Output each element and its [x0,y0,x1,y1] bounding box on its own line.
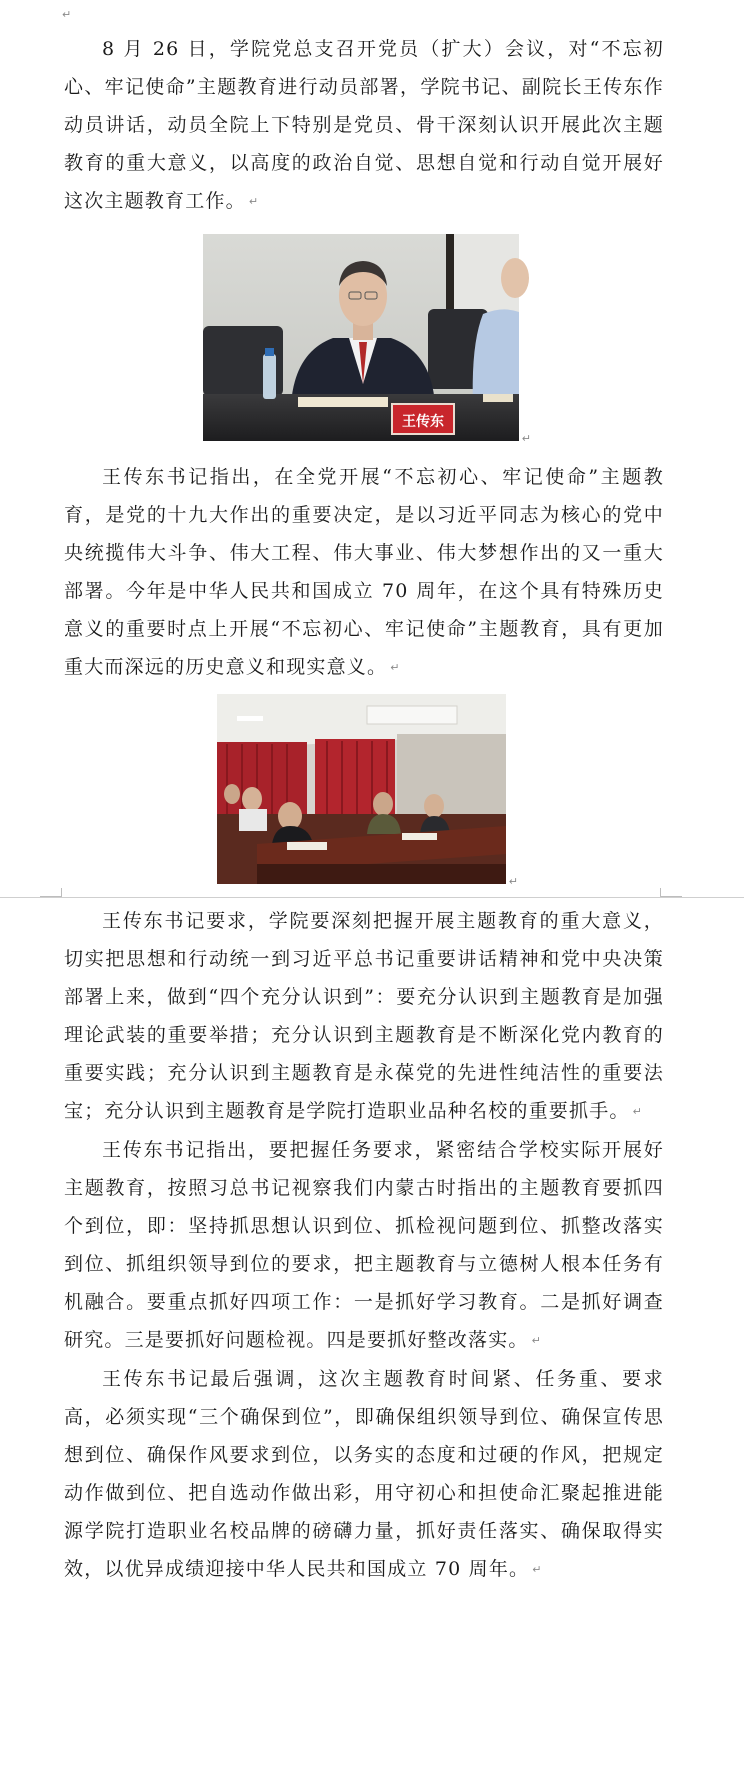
paragraph-2 [64,458,664,687]
nameplate-text: 王传东 [402,414,444,430]
meeting-room-photo-image [217,694,506,884]
paragraph-mark: ↵ [521,432,531,445]
paragraph-mark: ↵ [532,1563,542,1576]
paragraph-mark: ↵ [632,1105,642,1118]
page-break-line [0,897,744,898]
body-text-block-1 [64,30,664,221]
paragraph-3 [64,902,664,1131]
paragraph-5-text: 王传东书记最后强调，这次主题教育时间紧、任务重、要求高，必须实现“三个确保到位”，即确保组织领导到位、确保宣传思想到位、确保作风要求到位，以务实的态度和过硬的作风，把规定动作做到位、把自选动作做出彩，用守初心和担使命汇聚起推进能源学院打造职业名校品牌的磅礴力量，抓好责任落实、确保取得实效，以优异成绩迎接中华人民共和国成立 70 周年。 [64,1368,664,1580]
meeting-room-photo [217,694,518,888]
page-break-left-marker [40,888,62,897]
paragraph-mark: ↵ [531,1334,541,1347]
paragraph-4 [64,1131,664,1360]
paragraph-mark: ↵ [62,8,72,21]
speaker-photo-image [203,234,519,441]
paragraph-2-text: 王传东书记指出，在全党开展“不忘初心、牢记使命”主题教育，是党的十九大作出的重要决定，是以习近平同志为核心的党中央统揽伟大斗争、伟大工程、伟大事业、伟大梦想作出的又一重大部署。今年是中华人民共和国成立 70 周年，在这个具有特殊历史意义的重要时点上开展“不忘初心、牢记使命”主题教育，具有更加重大而深远的历史意义和现实意义。 [64,466,664,678]
body-text-block-3 [64,902,664,1589]
paragraph-3-text: 王传东书记要求，学院要深刻把握开展主题教育的重大意义，切实把思想和行动统一到习近平总书记重要讲话精神和党中央决策部署上来，做到“四个充分认识到”：要充分认识到主题教育是加强理论武装的重要举措；充分认识到主题教育是不断深化党内教育的重要实践；充分认识到主题教育是永葆党的先进性纯洁性的重要法宝；充分认识到主题教育是学院打造职业品种名校的重要抓手。 [64,910,664,1122]
paragraph-4-text: 王传东书记指出，要把握任务要求，紧密结合学校实际开展好主题教育，按照习总书记视察我们内蒙古时指出的主题教育要抓四个到位，即：坚持抓思想认识到位、抓检视问题到位、抓整改落实到位、抓组织领导到位的要求，把主题教育与立德树人根本任务有机融合。要重点抓好四项工作：一是抓好学习教育。二是抓好调查研究。三是要抓好问题检视。四是要抓好整改落实。 [64,1139,664,1351]
paragraph-1-text: 8 月 26 日，学院党总支召开党员（扩大）会议，对“不忘初心、牢记使命”主题教育进行动员部署，学院书记、副院长王传东作动员讲话，动员全院上下特别是党员、骨干深刻认识开展此次主题教育的重大意义，以高度的政治自觉、思想自觉和行动自觉开展好这次主题教育工作。 [64,38,664,212]
paragraph-mark: ↵ [390,661,400,674]
paragraph-1 [64,30,664,221]
paragraph-mark: ↵ [248,195,259,208]
body-text-block-2 [64,458,664,687]
page-break-right-marker [660,888,682,897]
paragraph-mark: ↵ [508,875,518,888]
speaker-photo [203,234,531,445]
paragraph-5 [64,1360,664,1589]
